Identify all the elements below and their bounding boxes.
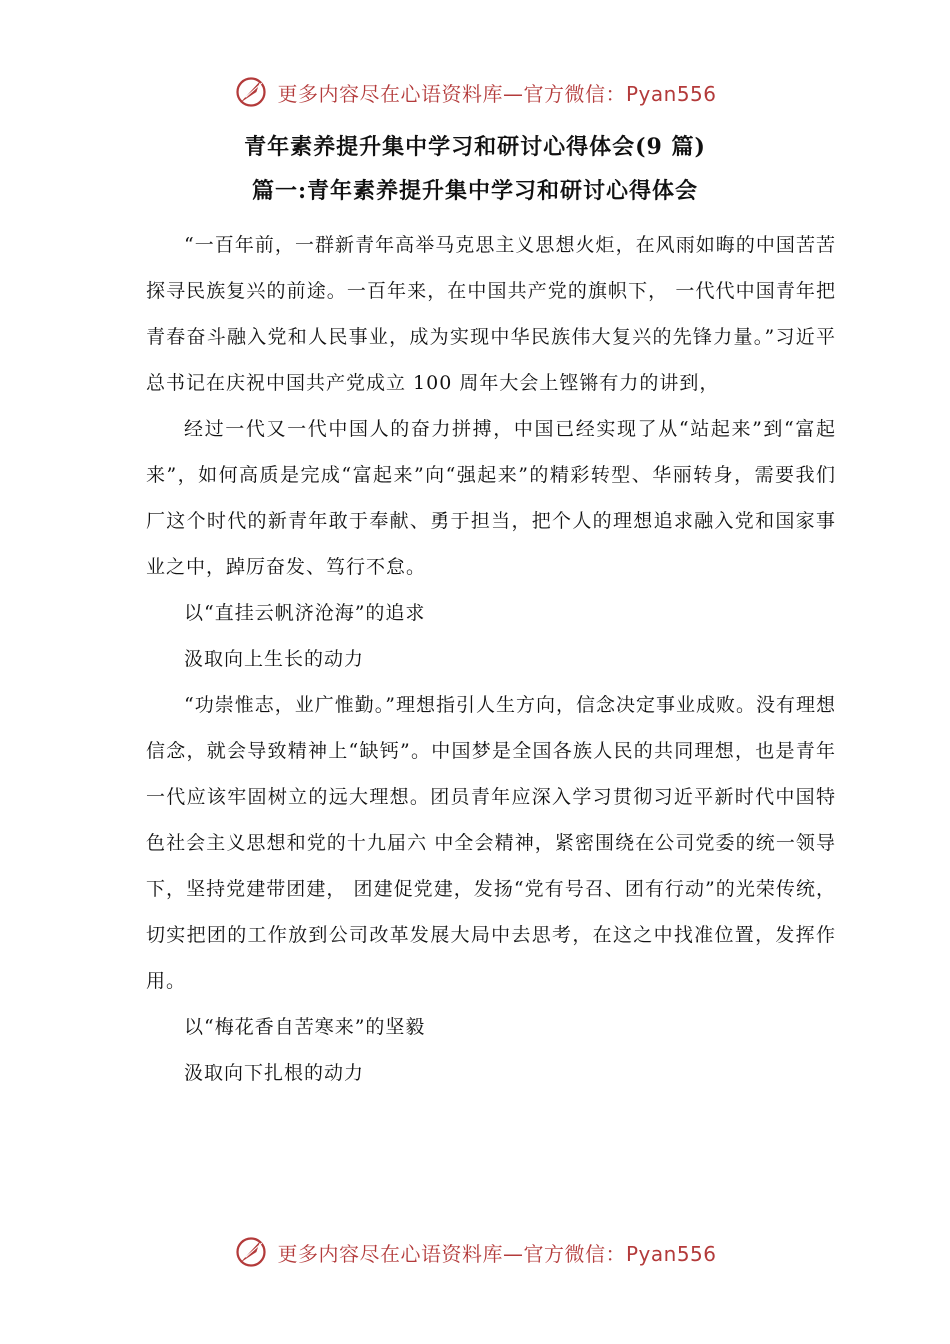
subheading-4: 汲取向下扎根的动力 — [184, 1062, 365, 1084]
subheading-1: 以“直挂云帆济沧海”的追求 — [184, 602, 426, 624]
body-content — [146, 222, 836, 1096]
paragraph-2: 经过一代又一代中国人的奋力拼搏，中国已经实现了从“站起来”到“富起来”，如何高质是完成“富起来”向“强起来”的精彩转型、华丽转身，需要我们厂这个时代的新青年敢于奉献、勇于担当，把个人的理想追求融入党和国家事业之中，踔厉奋发、笃行不怠。 — [146, 418, 836, 578]
banner-text: 更多内容尽在心语资料库—官方微信：Pyan556 — [277, 1241, 717, 1266]
banner-text: 更多内容尽在心语资料库—官方微信：Pyan556 — [277, 81, 717, 106]
paragraph-1: “一百年前，一群新青年高举马克思主义思想火炬，在风雨如晦的中国苦苦探寻民族复兴的前途。一百年来，在中国共产党的旗帜下， 一代代中国青年把青春奋斗融入党和人民事业，成为实现中华民族伟大复兴的先锋力量。”习近平总书记在庆祝中国共产党成立 100 周年大会上铿锵有力的讲到， — [146, 234, 836, 394]
wechat-handle: Pyan556 — [625, 1241, 717, 1266]
header-watermark-banner — [0, 72, 950, 112]
section-title: 篇一:青年素养提升集中学习和研讨心得体会 — [251, 178, 699, 204]
paragraph-3: “功崇惟志，业广惟勤。”理想指引人生方向，信念决定事业成败。没有理想信念，就会导致精神上“缺钙”。中国梦是全国各族人民的共同理想，也是青年一代应该牢固树立的远大理想。团员青年应深入学习贯彻习近平新时代中国特色社会主义思想和党的十九届六 中全会精神，紧密围绕在公司党委的统一领导下，坚持党建带团建， 团建促党建，发扬“党有号召、团有行动”的光荣传统，切实把团的工作放到公司改革发展大局中去思考，在这之中找准位置，发挥作用。 — [146, 694, 836, 992]
subheading-2: 汲取向上生长的动力 — [184, 648, 365, 670]
feather-pen-logo-icon — [233, 74, 269, 110]
footer-watermark-banner — [0, 1232, 950, 1272]
wechat-handle: Pyan556 — [625, 81, 717, 106]
document-title: 青年素养提升集中学习和研讨心得体会(9 篇) — [244, 134, 706, 160]
feather-pen-logo-icon — [233, 1234, 269, 1270]
subheading-3: 以“梅花香自苦寒来”的坚毅 — [184, 1016, 426, 1038]
